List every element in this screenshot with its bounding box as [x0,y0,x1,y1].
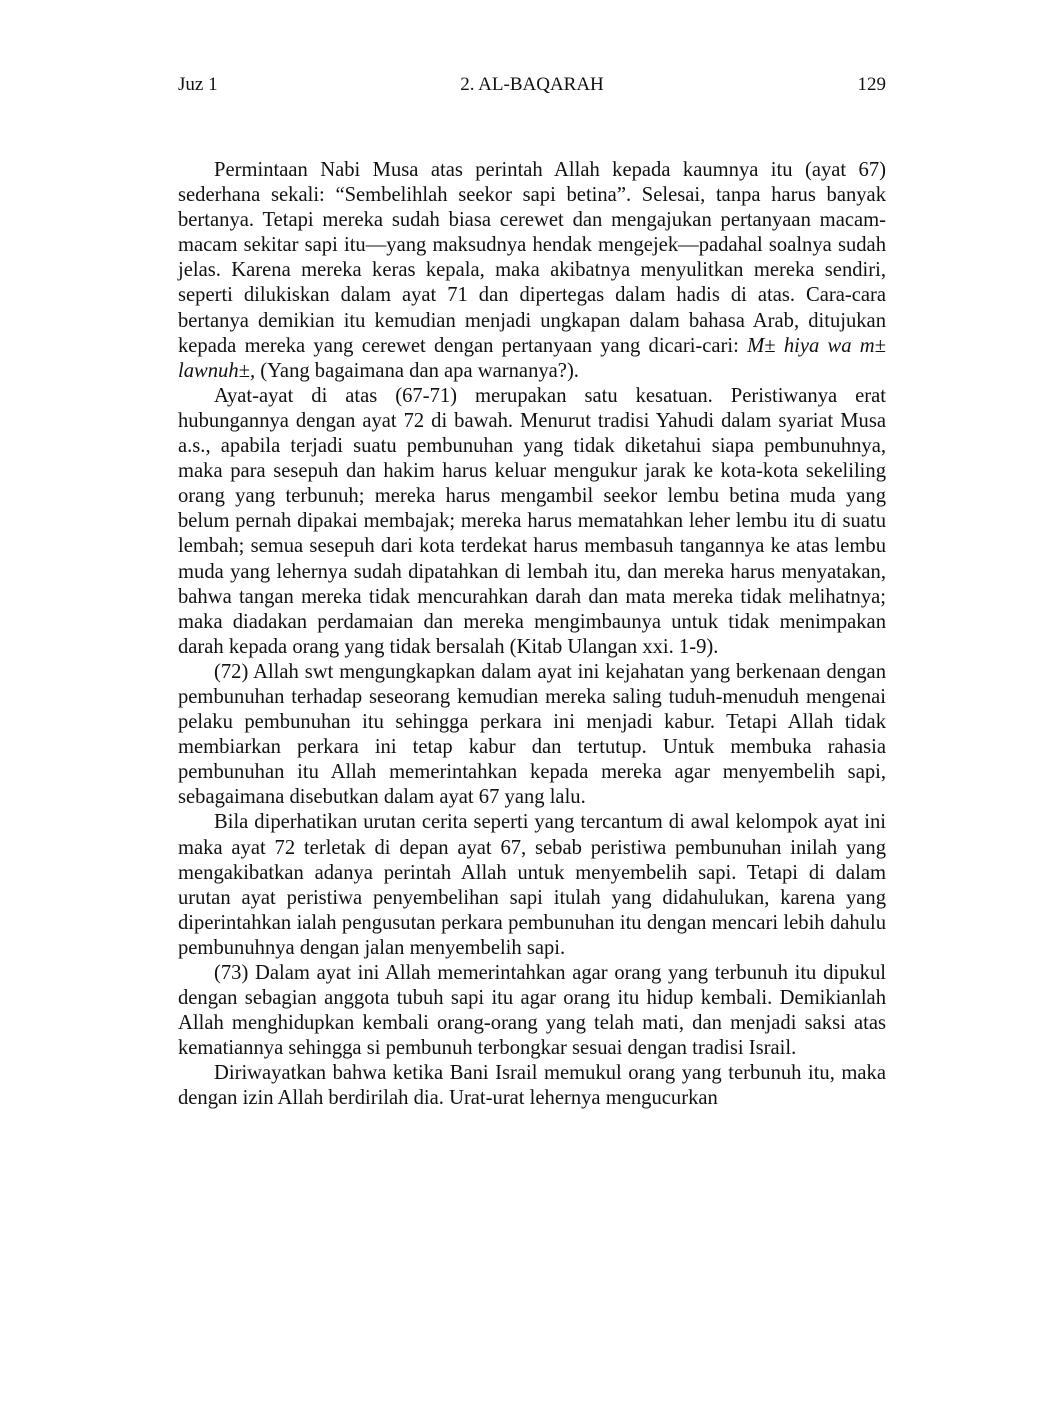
page-header [178,72,886,98]
paragraph-text: (Yang bagaimana dan apa warnanya?). [255,359,579,382]
juz-label: Juz 1 [178,74,218,95]
page-body [178,158,886,1112]
arabic-transliteration: M± hiya wa m± lawnuh±, [178,334,886,382]
paragraph-text: Permintaan Nabi Musa atas perintah Allah kepada kaumnya itu (ayat 67) sederhana sekali: “Sembelihlah seekor sapi betina”. Selesai, tanpa harus banyak bertanya. Tetapi mereka sudah biasa cerewet dan mengajukan pertanyaan macam-macam sekitar sapi itu—yang maksudnya hendak mengejek—padahal soalnya sudah jelas. Karena mereka keras kepala, maka akibatnya menyulitkan mereka sendiri, seperti dilukiskan dalam ayat 71 dan dipertegas dalam hadis di atas. Cara-cara bertanya demikian itu kemudian menjadi ungkapan dalam bahasa Arab, ditujukan kepada mereka yang cerewet dengan pertanyaan yang dicari-cari: [178,159,886,357]
paragraph: Ayat-ayat di atas (67-71) merupakan satu kesatuan. Peristiwanya erat hubungannya dengan ayat 72 di bawah. Menurut tradisi Yahudi dalam syariat Musa a.s., apabila terjadi suatu pembunuhan yang tidak diketahui siapa pembunuhnya, maka para sesepuh dan hakim harus keluar mengukur jarak ke kota-kota sekeliling orang yang terbunuh; mereka harus mengambil seekor lembu betina muda yang belum pernah dipakai membajak; mereka harus mematahkan leher lembu itu di suatu lembah; semua sesepuh dari kota terdekat harus membasuh tangannya ke atas lembu muda yang lehernya sudah dipatahkan di lembah itu, dan mereka harus menyatakan, bahwa tangan mereka tidak mencurahkan darah dan mata mereka tidak melihatnya; maka diadakan perdamaian dan mereka mengimbaunya untuk tidak menimpakan darah kepada orang yang tidak bersalah (Kitab Ulangan xxi. 1-9). [178,384,886,658]
page-number: 129 [857,74,886,95]
paragraph: (73) Dalam ayat ini Allah memerintahkan agar orang yang terbunuh itu dipukul dengan sebagian anggota tubuh sapi itu agar orang itu hidup kembali. Demikianlah Allah menghidupkan kembali orang-orang yang telah mati, dan menjadi saksi atas kematiannya sehingga si pembunuh terbongkar sesuai dengan tradisi Israil. [178,962,886,1060]
paragraph: Bila diperhatikan urutan cerita seperti yang tercantum di awal kelompok ayat ini maka ayat 72 terletak di depan ayat 67, sebab peristiwa pembunuhan inilah yang mengakibatkan adanya perintah Allah untuk menyembelih sapi. Tetapi di dalam urutan ayat peristiwa penyembelihan sapi itulah yang didahulukan, karena yang diperintahkan ialah pengusutan perkara pembunuhan itu dengan mencari lebih dahulu pembunuhnya dengan jalan menyembelih sapi. [178,811,886,959]
chapter-title: 2. AL-BAQARAH [460,74,604,95]
paragraph: Diriwayatkan bahwa ketika Bani Israil memukul orang yang terbunuh itu, maka dengan izin Allah berdirilah dia. Urat-urat lehernya mengucurkan [178,1062,886,1110]
paragraph [178,158,886,384]
paragraph: (72) Allah swt mengungkapkan dalam ayat ini kejahatan yang berkenaan dengan pembunuhan terhadap seseorang kemudian mereka saling tuduh-menuduh mengenai pelaku pembunuhan itu sehingga perkara ini menjadi kabur. Tetapi Allah tidak membiarkan perkara ini tetap kabur dan tertutup. Untuk membuka rahasia pembunuhan itu Allah memerintahkan kepada mereka agar menyembelih sapi, sebagaimana disebutkan dalam ayat 67 yang lalu. [178,660,886,809]
